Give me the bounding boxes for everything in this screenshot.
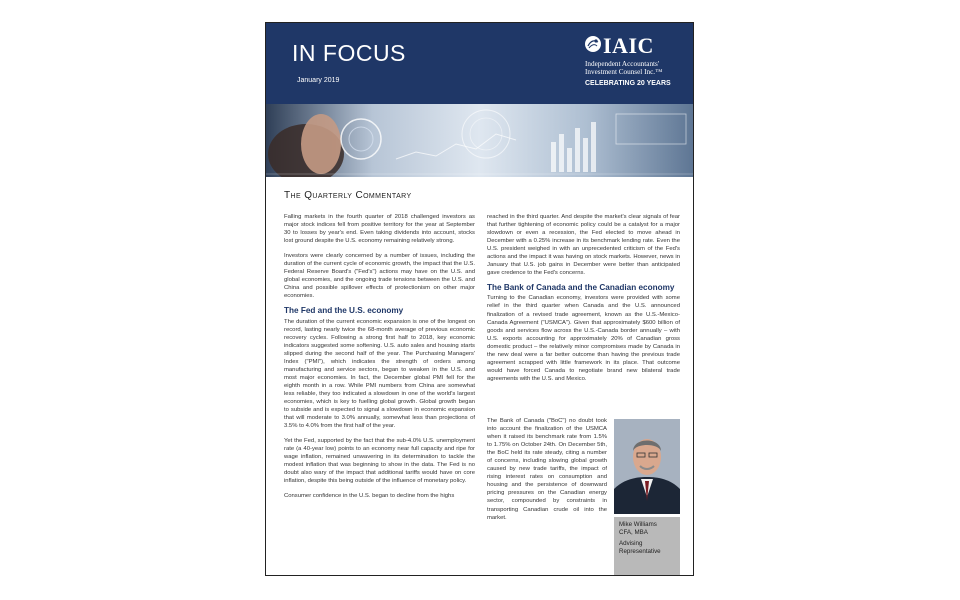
column-right — [487, 213, 680, 390]
paragraph: Falling markets in the fourth quarter of 2018 challenged investors as major stock indices fell from positive territory for the year at September 30 to losses by year's end. Even taking dividends into account, stocks lost ground despite the U.S. economy remaining relatively strong. — [284, 214, 475, 245]
logo-name: IAIC — [603, 33, 654, 58]
issue-date: January 2019 — [297, 77, 340, 84]
paragraph: reached in the third quarter. And despite the market's clear signals of fear that further tightening of economic policy could be a catalyst for a major slowdown or even a recession, the Fed elected to move ahead in December with a 0.25% increase in its benchmark lending rate. Even the U.S. president weighed in with an unprecedented criticism of the Fed's actions and the impact it was having on stock markets. However, news in January that U.S. job gains in December were better than anticipated gave credence to the Fed's concerns. — [487, 214, 680, 277]
subheading-boc: The Bank of Canada and the Canadian economy — [487, 283, 675, 293]
logo-subtitle-2: Investment Counsel Inc.™ — [585, 68, 663, 76]
logo-subtitle-1: Independent Accountants' — [585, 60, 660, 68]
advisor-name: Mike Williams — [619, 521, 657, 528]
hero-banner-image — [266, 104, 693, 177]
paragraph: Consumer confidence in the U.S. began to decline from the highs — [284, 493, 455, 500]
subheading-fed: The Fed and the U.S. economy — [284, 306, 404, 316]
section-title: The Quarterly Commentary — [284, 190, 412, 201]
masthead — [266, 23, 693, 104]
paragraph: Investors were clearly concerned by a number of issues, including the duration of the current cycle of economic growth, the impact that the U.S. Federal Reserve Board's ("Fed's") actions may have on the U.S. and global economies, and the ongoing trade tensions between the U.S. and China and possible spillover effects of protectionism on other major economies. — [284, 253, 475, 300]
paragraph: Turning to the Canadian economy, investors were provided with some relief in the third quarter when Canada and the U.S. announced finalization of a revised trade agreement, known as the U.S.-Mexico-Canada Agreement ("USMCA"). Given that approximately $600 billion of goods and services flow across the U.S.-Canada border annually – with U.S. exports accounting for approximately 20% of Canadian gross domestic product – the relatively minor compromises made by Canada in the new deal were a far better outcome than having the previous trade agreement scrapped with little framework in its place. That outcome would have forced Canada to negotiate brand new bilateral trade agreements with the U.S. and Mexico. — [487, 295, 680, 382]
newsletter-title: IN FOCUS — [292, 40, 406, 66]
paragraph: The duration of the current economic expansion is one of the longest on record, lasting nearly twice the 68-month average of previous economic recovery cycles. Following a strong first half to 2018, key economic indicators suggested some softening. U.S. auto sales and housing starts slipped during the second half of the year. The Purchasing Managers' Index ("PMI"), which indicates the strength of orders among manufacturing and service sectors, began to weaken in the U.S. and most major economies. In fact, the December global PMI fell for the eighth month in a row. While PMI numbers from China are somewhat less reliable, they too indicated a slowdown in one of the world's largest economies, which is key to fuelling global growth. Global growth began to subside and is expected to signal a slowdown in economic expansion that will moderate to 3.0% annually, somewhat less than projections of 3.5% to 4.0% from the first half of the year. — [284, 318, 475, 430]
paragraph: Yet the Fed, supported by the fact that the sub-4.0% U.S. unemployment rate (a 40-year low) points to an economy near full capacity and ripe for wage inflation, remained unwavering in its determination to tackle the modest inflation that was beginning to show in the data. The Fed is no doubt also wary of the impact that additional tariffs would have on core inflation, despite this being outside of the influence of monetary policy. — [284, 438, 475, 485]
newsletter-page — [265, 22, 694, 576]
column-right-narrow — [487, 417, 607, 529]
column-left — [284, 213, 475, 508]
globe-icon — [585, 36, 601, 52]
advisor-photo — [614, 419, 680, 514]
advisor-role-2: Representative — [619, 547, 661, 555]
logo-tagline: CELEBRATING 20 YEARS — [585, 80, 671, 87]
paragraph: The Bank of Canada ("BoC") no doubt took into account the finalization of the USMCA when it raised its benchmark rate from 1.5% to 1.75% on October 24th. On December 5th, the BoC held its rate steady, citing a number of concerns, including slowing global growth caused by new trade tariffs, the impact of rising interest rates on consumption and housing and the persistence of downward pricing pressures on the Canadian energy sector, compounded by constraints in transporting Canadian crude oil into the market. — [487, 418, 607, 521]
advisor-credentials: CFA, MBA — [619, 528, 648, 536]
advisor-caption — [614, 517, 680, 575]
advisor-role-1: Advising — [619, 540, 643, 548]
